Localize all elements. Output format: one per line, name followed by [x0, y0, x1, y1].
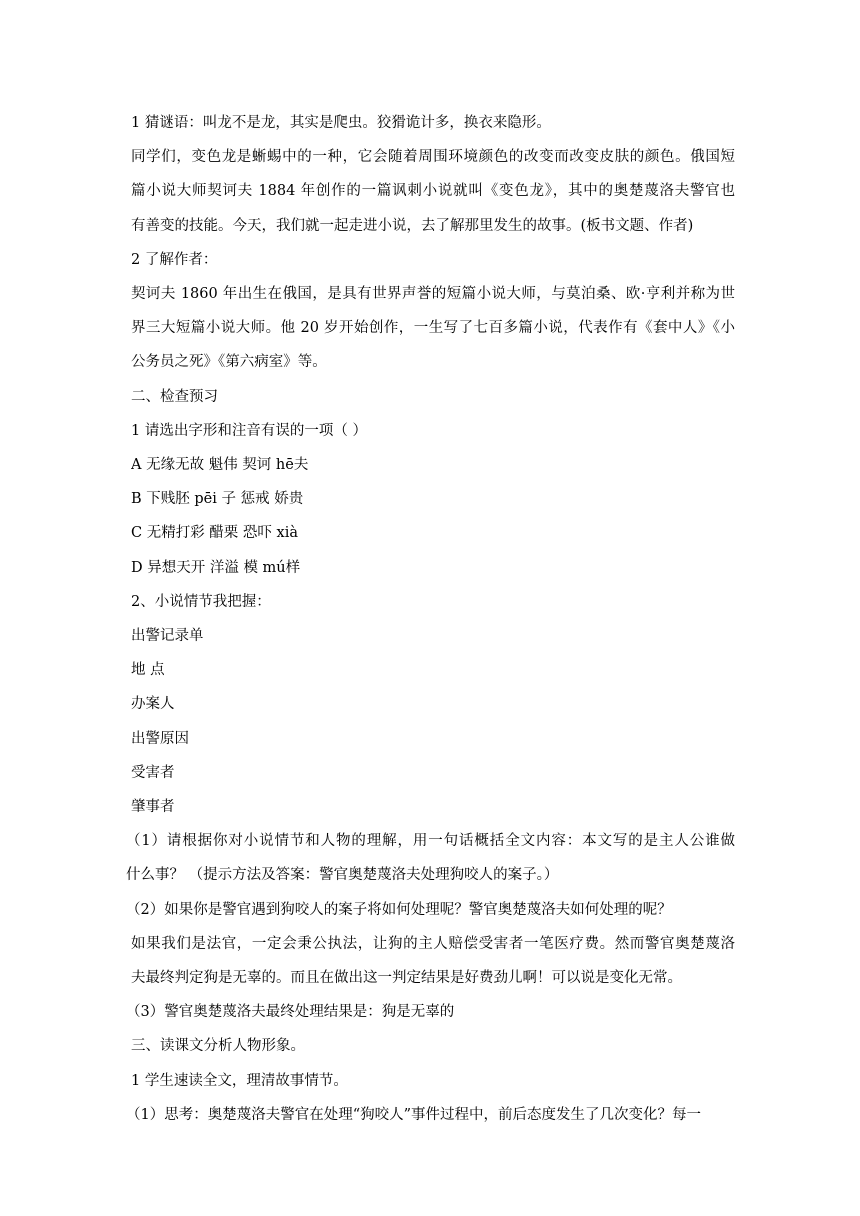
text-line: D 异想天开 洋溢 模 mú样 — [131, 559, 301, 576]
text-line: 1 请选出字形和注音有误的一项（ ） — [131, 422, 367, 439]
paragraph-author-heading — [131, 243, 735, 277]
text-line: 出警原因 — [131, 730, 189, 747]
text-line: 1 猜谜语：叫龙不是龙，其实是爬虫。狡猾诡计多，换衣来隐形。 — [131, 115, 551, 131]
paragraph-riddle — [131, 106, 735, 140]
text-line: 办案人 — [131, 696, 175, 713]
paragraph-author-body — [131, 277, 735, 380]
paragraph-sub-2-answer — [131, 927, 735, 995]
paragraph-record-title — [131, 619, 735, 653]
paragraph-q1-d — [131, 551, 735, 585]
text-line: 受害者 — [131, 764, 175, 781]
paragraph-section-3 — [131, 1029, 735, 1063]
text-line: B 下贱胚 pēi 子 惩戒 娇贵 — [131, 491, 304, 508]
text-line: 2 了解作者： — [131, 251, 218, 268]
paragraph-record-place — [131, 653, 735, 687]
text-line: 如果我们是法官，一定会秉公执法，让狗的主人赔偿受害者一笔医疗费。然而警官奥楚蔑洛 — [131, 935, 735, 952]
text-line: 肇事者 — [131, 799, 175, 816]
paragraph-s3-1-q — [126, 1098, 735, 1132]
text-line: （3）警官奥楚蔑洛夫最终处理结果是：狗是无辜的 — [126, 1004, 455, 1021]
paragraph-intro — [131, 140, 735, 243]
paragraph-section-2 — [131, 380, 735, 414]
text-line: 篇小说大师契诃夫 1884 年创作的一篇讽刺小说就叫《变色龙》，其中的奥楚蔑洛夫警官也 — [131, 183, 735, 200]
text-line: （1）请根据你对小说情节和人物的理解，用一句话概括全文内容：本文写的是主人公谁做 — [126, 833, 735, 850]
text-line: 出警记录单 — [131, 628, 204, 645]
text-line: （1）思考：奥楚蔑洛夫警官在处理“狗咬人”事件过程中，前后态度发生了几次变化？每一 — [126, 1106, 702, 1123]
text-line: A 无缘无故 魁伟 契诃 hē夫 — [131, 457, 309, 474]
text-line: 什么事？ （提示方法及答案：警官奥楚蔑洛夫处理狗咬人的案子。） — [126, 867, 559, 884]
paragraph-q1-b — [131, 482, 735, 516]
paragraph-q2 — [131, 585, 735, 619]
paragraph-sub-2 — [126, 893, 735, 927]
paragraph-sub-1 — [126, 824, 735, 892]
paragraph-record-officer — [131, 687, 735, 721]
paragraph-record-victim — [131, 756, 735, 790]
paragraph-q1 — [131, 414, 735, 448]
paragraph-q1-c — [131, 516, 735, 550]
text-line: 二、检查预习 — [131, 388, 218, 405]
text-line: 夫最终判定狗是无辜的。而且在做出这一判定结果是好费劲儿啊！可以说是变化无常。 — [131, 970, 682, 987]
text-line: 界三大短篇小说大师。他 20 岁开始创作，一生写了七百多篇小说，代表作有《套中人》《小 — [131, 320, 735, 337]
paragraph-sub-3 — [126, 995, 735, 1029]
text-line: 契诃夫 1860 年出生在俄国，是具有世界声誉的短篇小说大师，与莫泊桑、欧·亨利并称为世 — [131, 286, 735, 303]
text-line: 地 点 — [131, 662, 165, 679]
text-line: 2、小说情节我把握： — [131, 593, 271, 610]
paragraph-s3-1 — [131, 1064, 735, 1098]
paragraph-record-reason — [131, 722, 735, 756]
text-line: 三、读课文分析人物形象。 — [131, 1038, 305, 1055]
text-line: （2）如果你是警官遇到狗咬人的案子将如何处理呢？警官奥楚蔑洛夫如何处理的呢？ — [126, 901, 672, 918]
text-line: 公务员之死》《第六病室》等。 — [131, 354, 327, 371]
text-line: 同学们，变色龙是蜥蜴中的一种，它会随着周围环境颜色的改变而改变皮肤的颜色。俄国短 — [131, 149, 735, 166]
text-line: 1 学生速读全文，理清故事情节。 — [131, 1072, 348, 1089]
document-page — [126, 106, 735, 1132]
text-line: C 无精打彩 醋栗 恐吓 xià — [131, 525, 298, 542]
text-line: 有善变的技能。今天，我们就一起走进小说，去了解那里发生的故事。(板书文题、作者) — [131, 217, 694, 234]
paragraph-q1-a — [131, 448, 735, 482]
paragraph-record-culprit — [131, 790, 735, 824]
